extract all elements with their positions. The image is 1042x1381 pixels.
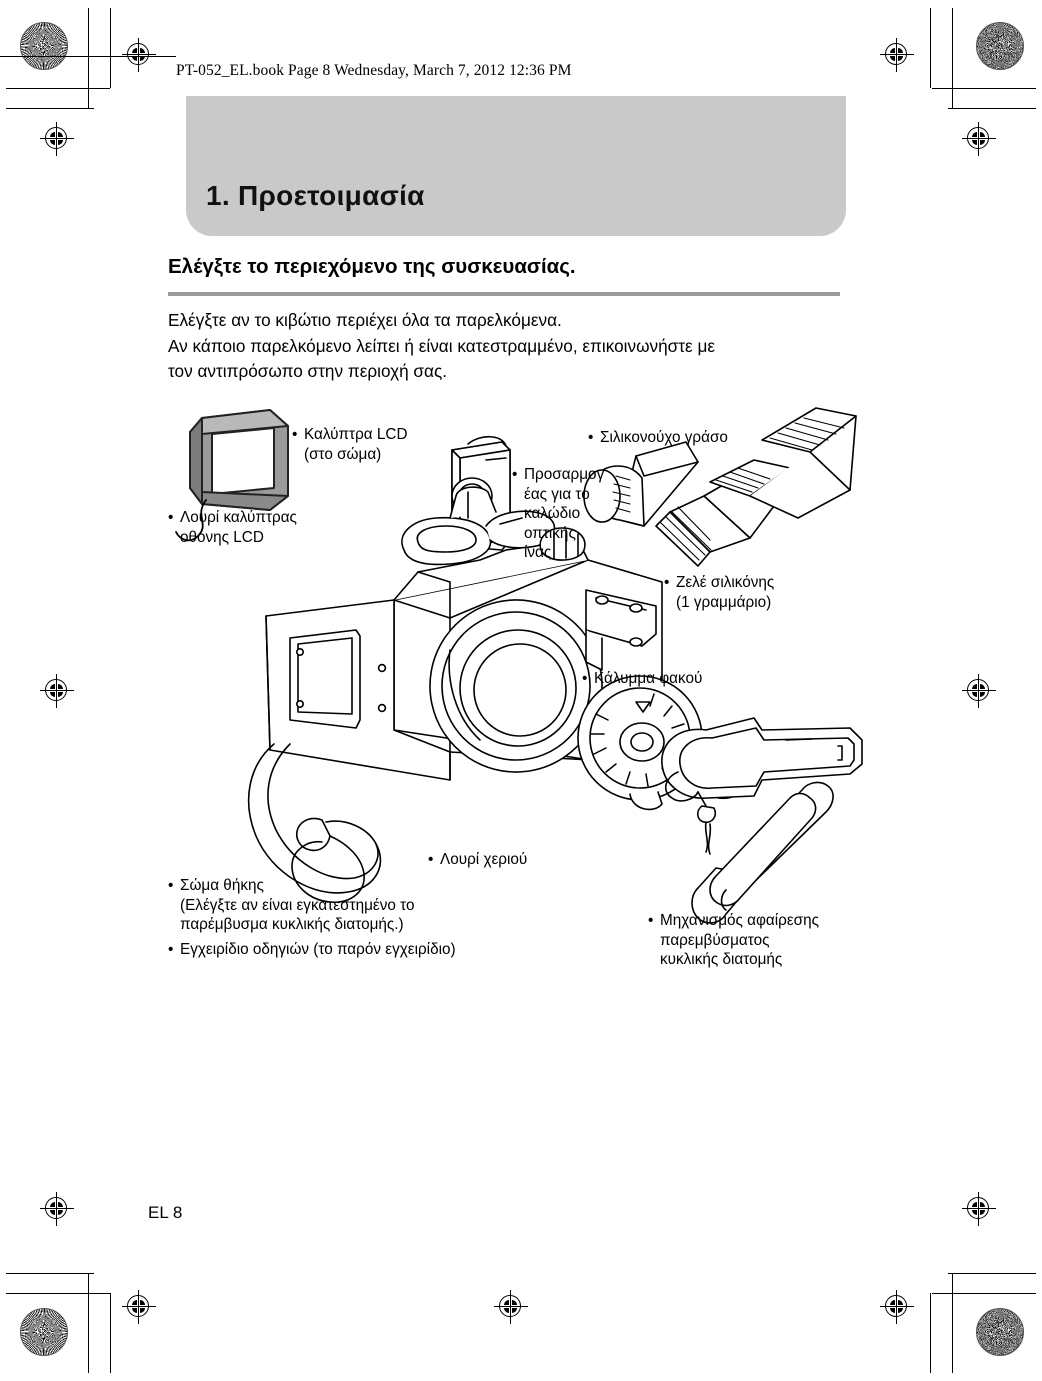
callout-line: Κάλυμμα φακού [594,670,703,687]
trim-line [952,1273,953,1373]
callout-line: Ζελέ σιλικόνης [676,574,775,591]
registration-mark [40,674,74,708]
callout-line: παρέμβυσμα κυκλικής διατομής.) [180,916,404,933]
body-line: Ελέγξτε αν το κιβώτιο περιέχει όλα τα παρελκόμενα. [168,310,562,330]
callout-lcd-hood [292,425,408,464]
callout-line: (στο σώμα) [304,445,382,463]
registration-mark [122,1290,156,1324]
trim-line [930,1293,931,1373]
callout-line: Σώμα θήκης [180,877,264,894]
registration-mark [40,1192,74,1226]
callout-line: έας για το [524,485,590,503]
trim-line [932,88,1036,89]
starburst-mark [976,22,1024,70]
page-folio: EL 8 [148,1203,183,1222]
trim-line [6,1293,110,1294]
bullet-glyph: • [168,941,174,958]
starburst-mark [20,1308,68,1356]
callout-line: Λουρί καλύπτρας [180,509,297,526]
bullet-glyph: • [512,466,518,483]
section-rule [168,292,840,296]
callout-line: παρεμβύσματος [660,931,770,949]
section-heading: Ελέγξτε το περιεχόμενο της συσκευασίας. [168,255,576,278]
callout-line: Προσαρμογ [524,466,605,483]
registration-mark [962,1192,996,1226]
body-paragraph [168,308,868,385]
trim-line [88,1273,89,1373]
trim-line [110,1293,111,1373]
callout-instruction-manual [168,940,456,960]
header-rule [0,56,176,57]
starburst-mark [976,1308,1024,1356]
trim-line [948,1273,1036,1274]
chapter-title: 1. Προετοιμασία [206,180,425,211]
chapter-banner [186,96,846,236]
callout-line: ίνας [524,544,552,561]
callout-line: καλώδιο [524,505,581,522]
callout-line: κυκλικής διατομής [660,951,783,968]
running-head: PT-052_EL.book Page 8 Wednesday, March 7, 2012 12:36 PM [176,62,572,79]
callout-case-body [168,876,414,935]
registration-mark [122,38,156,72]
trim-line [6,88,110,89]
callout-line: (Ελέγξτε αν είναι εγκατεστημένο το [180,896,415,914]
trim-line [952,8,953,108]
callout-line: Λουρί χεριού [440,851,528,868]
bullet-glyph: • [428,851,434,868]
registration-mark [962,122,996,156]
callout-lcd-hood-strap [168,508,297,547]
trim-line [6,1273,94,1274]
body-line: τον αντιπρόσωπο στην περιοχή σας. [168,361,448,381]
starburst-mark [20,22,68,70]
callout-line: οπτικής [524,524,576,542]
bullet-glyph: • [582,670,588,687]
callout-line: Καλύπτρα LCD [304,426,408,443]
callout-lens-cap [582,669,702,689]
registration-mark [40,122,74,156]
bullet-glyph: • [664,574,670,591]
callout-line: οθόνης LCD [180,528,264,546]
callout-line: Σιλικονούχο γράσο [600,429,728,446]
bullet-glyph: • [292,426,298,443]
callout-fiber-optic-adapter [512,465,604,563]
registration-mark [962,674,996,708]
trim-line [948,108,1036,109]
trim-line [6,108,94,109]
bullet-glyph: • [168,877,174,894]
registration-mark [880,1290,914,1324]
callout-line: Εγχειρίδιο οδηγιών (το παρόν εγχειρίδιο) [180,941,456,958]
registration-mark [494,1290,528,1324]
trim-line [930,8,931,88]
bullet-glyph: • [168,509,174,526]
callout-hand-strap [428,850,527,870]
trim-line [932,1293,1036,1294]
trim-line [88,8,89,108]
bullet-glyph: • [648,912,654,929]
trim-line [110,8,111,88]
bullet-glyph: • [588,429,594,446]
callout-silica-gel [664,573,774,612]
callout-oring-remover [648,911,819,970]
callout-silicone-grease [588,428,728,448]
body-line: Αν κάποιο παρελκόμενο λείπει ή είναι κατεστραμμένο, επικοινωνήστε με [168,335,716,356]
callout-line: Μηχανισμός αφαίρεσης [660,912,819,929]
callout-line: (1 γραμμάριο) [676,593,772,611]
registration-mark [880,38,914,72]
oring-remover-drawing [692,783,833,923]
